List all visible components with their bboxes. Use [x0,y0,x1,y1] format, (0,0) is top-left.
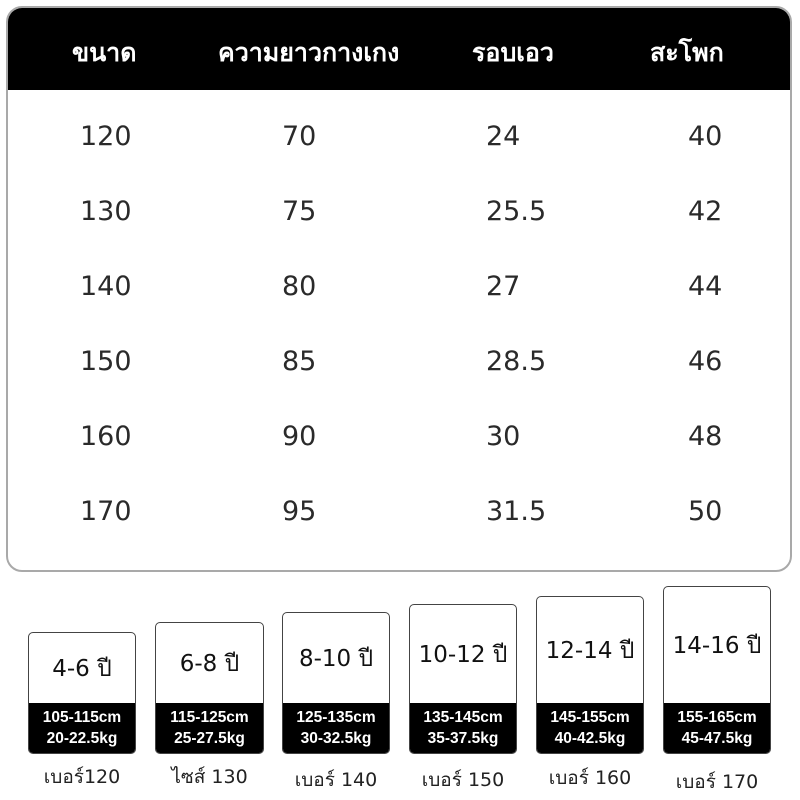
measurement-band [283,703,389,753]
weight-range: 25-27.5kg [174,730,245,747]
table-header [8,8,790,90]
header-hip: สะโพก [650,38,724,67]
age-range: 6-8 ปี [179,651,240,677]
cell-hip: 42 [688,196,723,227]
cell-waist: 31.5 [486,496,547,527]
size-caption: เบอร์ 150 [421,769,505,791]
table-row [8,337,790,387]
cell-pants-length: 95 [282,496,317,527]
size-caption: เบอร์ 160 [548,767,632,789]
measurement-band [664,703,770,753]
height-range: 145-155cm [550,709,630,726]
cell-size: 170 [80,496,132,527]
cell-hip: 44 [688,271,723,302]
header-size: ขนาด [72,38,137,67]
measurement-band [410,703,516,753]
header-pants-length: ความยาวกางเกง [218,38,400,67]
age-card [155,622,264,754]
table-row [8,412,790,462]
cell-pants-length: 70 [282,121,317,152]
measurement-band [29,703,135,753]
table-row [8,112,790,162]
height-range: 105-115cm [42,709,122,726]
weight-range: 40-42.5kg [554,730,626,747]
cell-pants-length: 85 [282,346,317,377]
age-card [282,612,390,754]
height-range: 155-165cm [677,709,757,726]
cell-pants-length: 75 [282,196,317,227]
age-range: 8-10 ปี [298,646,374,672]
measurement-band [537,703,643,753]
cell-size: 160 [80,421,132,452]
cell-waist: 25.5 [486,196,547,227]
age-card [536,596,644,754]
cell-hip: 40 [688,121,723,152]
cell-size: 140 [80,271,132,302]
cell-pants-length: 80 [282,271,317,302]
weight-range: 45-47.5kg [681,730,753,747]
header-waist: รอบเอว [472,38,554,67]
age-range: 12-14 ปี [545,638,635,664]
height-range: 115-125cm [170,709,249,726]
cell-waist: 27 [486,271,521,302]
age-range: 4-6 ปี [52,656,112,682]
height-range: 125-135cm [296,709,376,726]
size-table [6,6,792,572]
table-row [8,262,790,312]
cell-size: 120 [80,121,132,152]
age-card [409,604,517,754]
size-caption: เบอร์ 170 [675,771,759,793]
size-caption: เบอร์120 [43,766,121,788]
cell-hip: 50 [688,496,723,527]
size-caption: เบอร์ 140 [294,769,378,791]
cell-waist: 28.5 [486,346,547,377]
cell-waist: 30 [486,421,521,452]
cell-size: 150 [80,346,132,377]
age-card [663,586,771,754]
age-range: 10-12 ปี [418,642,508,668]
age-range: 14-16 ปี [672,633,762,659]
weight-range: 30-32.5kg [300,730,372,747]
size-caption: ไซส์ 130 [171,766,248,788]
table-row [8,487,790,537]
cell-pants-length: 90 [282,421,317,452]
table-row [8,187,790,237]
weight-range: 35-37.5kg [427,730,499,747]
cell-size: 130 [80,196,132,227]
cell-waist: 24 [486,121,521,152]
weight-range: 20-22.5kg [46,730,118,747]
age-card [28,632,136,754]
cell-hip: 48 [688,421,723,452]
height-range: 135-145cm [423,709,503,726]
measurement-band [156,703,263,753]
cell-hip: 46 [688,346,723,377]
